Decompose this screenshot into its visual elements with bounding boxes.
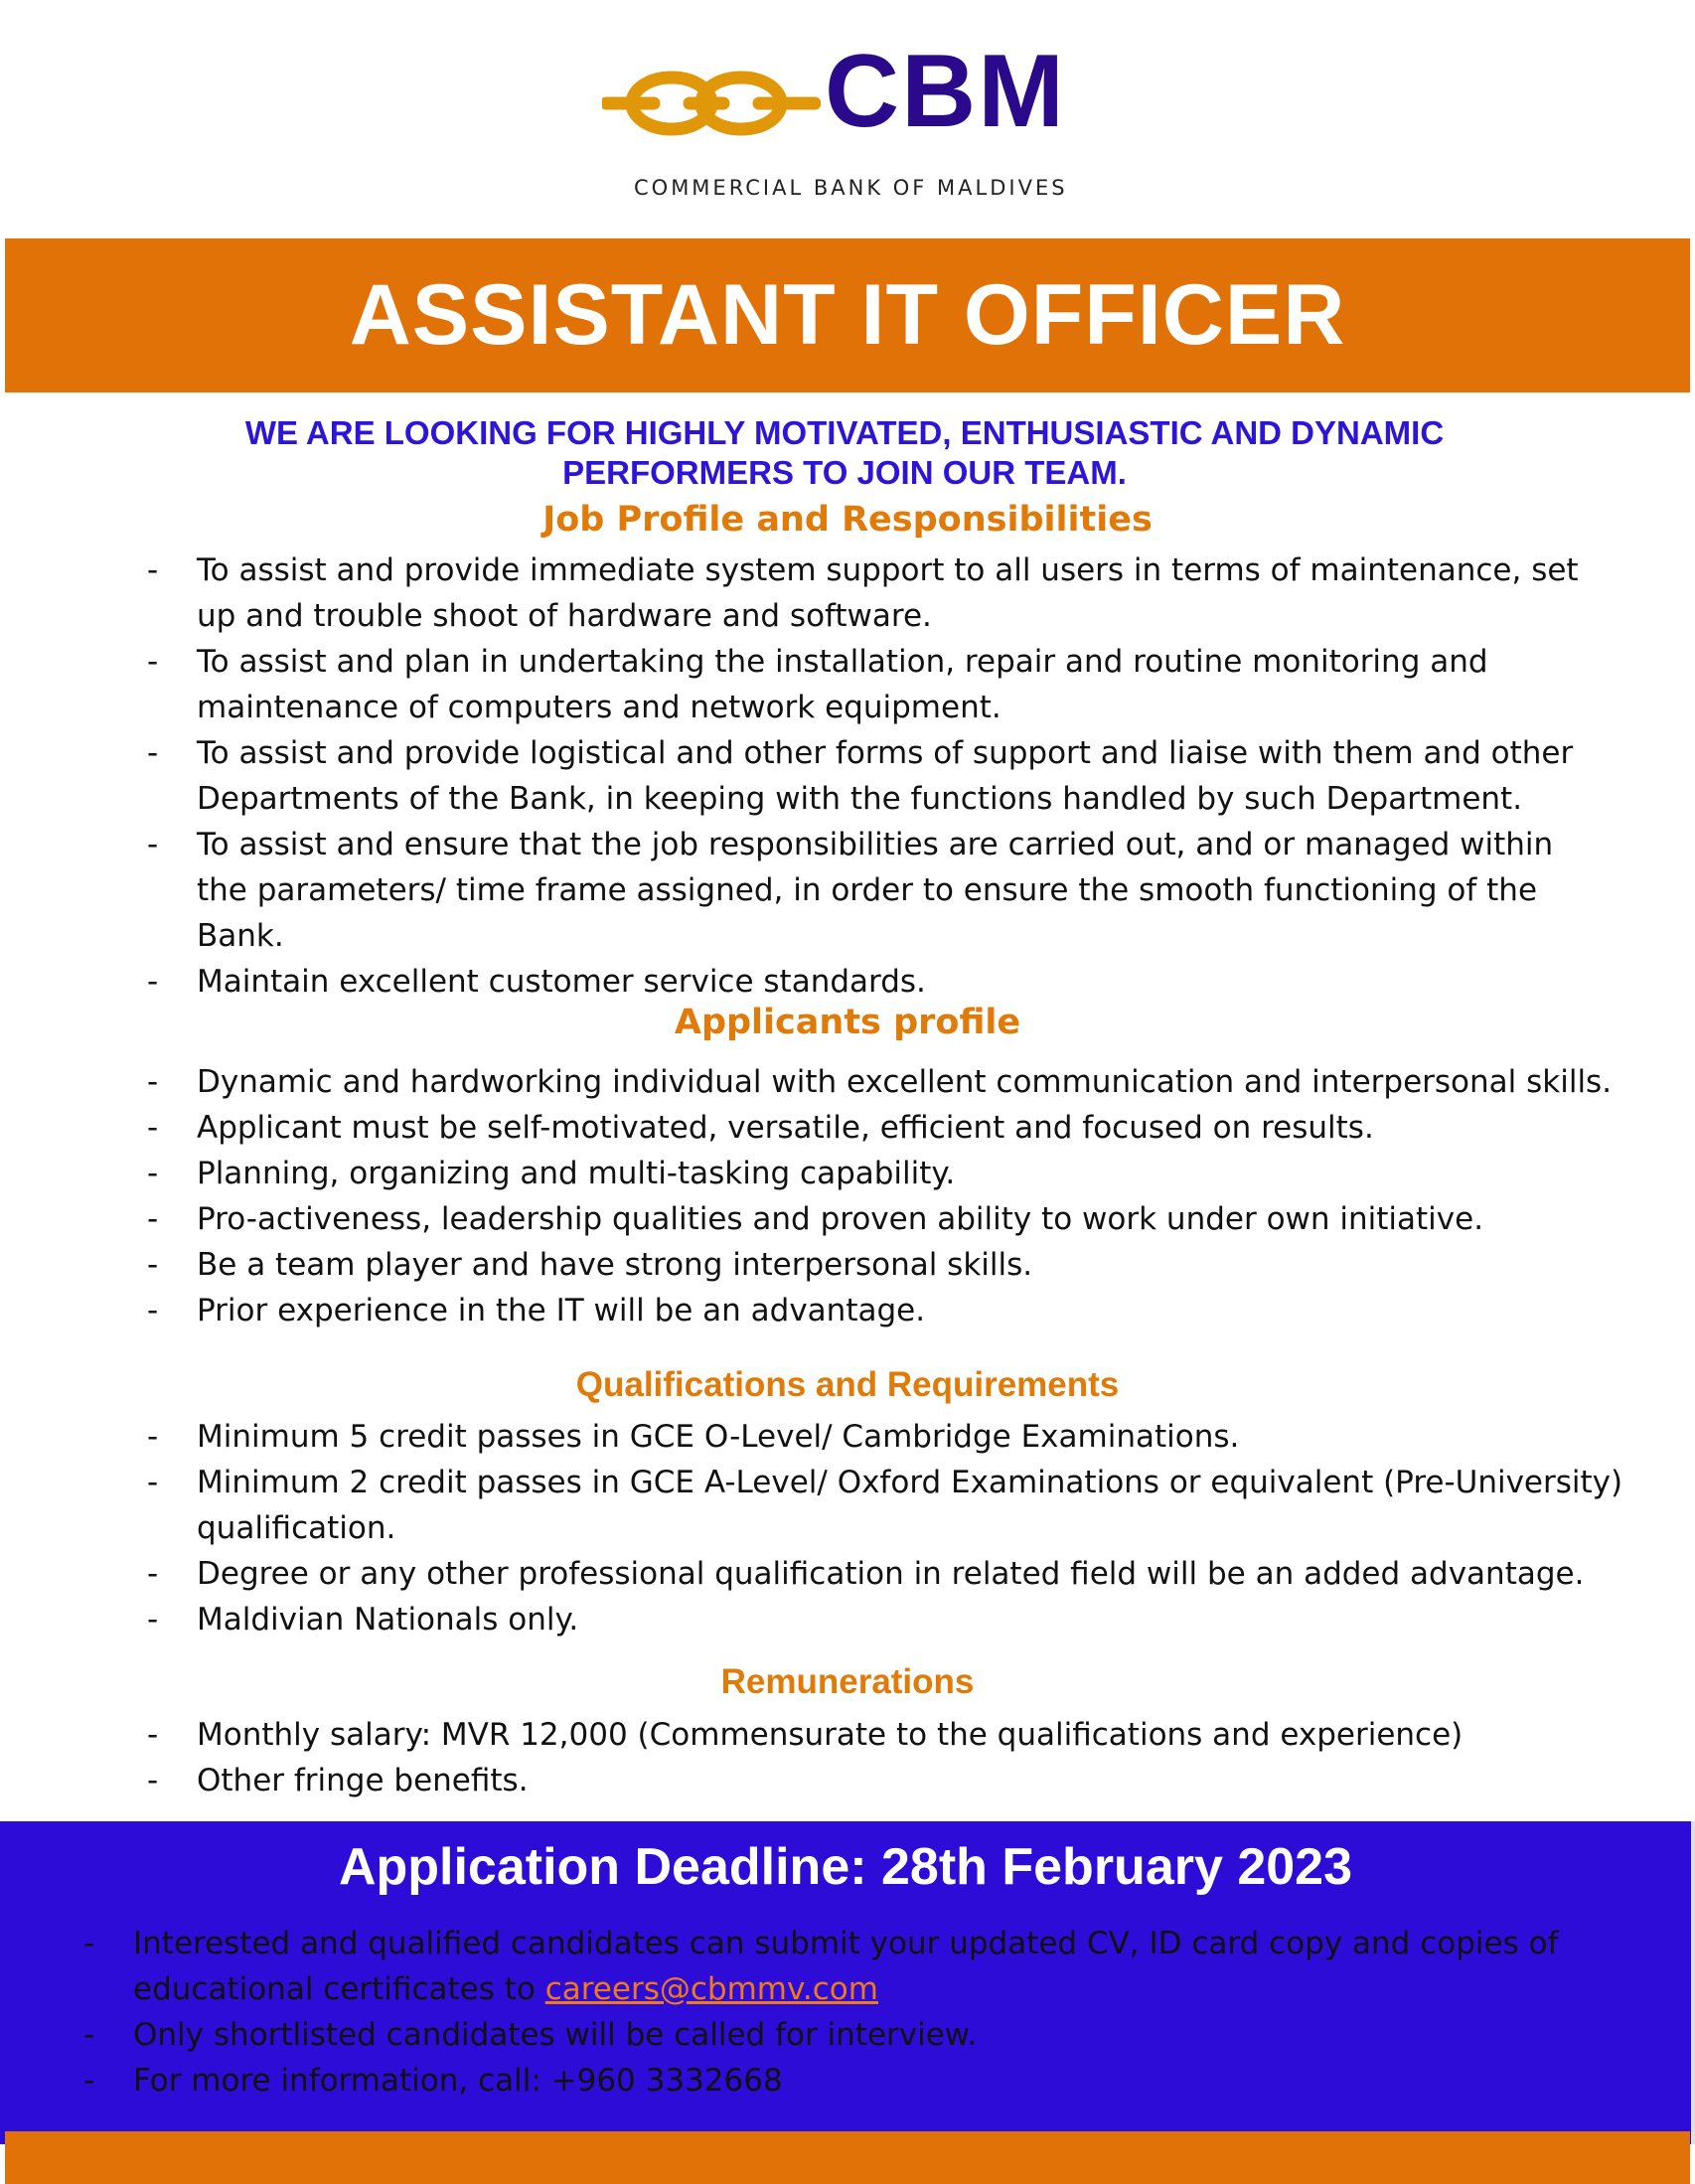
bullet-dash: - [147,1247,159,1283]
bullet-dash: - [147,552,159,588]
application-instructions-list [83,1921,1653,2104]
bullet-dash: - [147,1156,159,1191]
bullet-dash: - [147,1201,159,1237]
bullet-dash: - [83,1926,95,1961]
careers-email-link[interactable]: careers@cbmmv.com [544,1971,878,2007]
bullet-dash: - [147,1602,159,1638]
list-item: - Maldivian Nationals only. [147,1597,1677,1642]
list-item: - To assist and provide logistical and other forms of support and liaise with them and other Departments of the Bank, in keeping with the functions handled by such Department. [147,730,1608,822]
list-item: - Planning, organizing and multi-tasking capability. [147,1151,1667,1196]
bank-logo-name: CBM [825,34,1066,149]
remunerations-heading: Remunerations [720,1662,975,1701]
bullet-dash: - [147,827,159,862]
footer-strip [5,2131,1690,2184]
list-item: - To assist and plan in undertaking the installation, repair and routine monitoring and maintenance of computers and network equipment. [147,639,1608,730]
job-profile-list [147,547,1608,1005]
list-item: - Interested and qualified candidates can submit your updated CV, ID card copy and copies of educational certificates to careers@cbmmv.com [83,1921,1653,2012]
qualifications-list [147,1414,1677,1642]
tagline: WE ARE LOOKING FOR HIGHLY MOTIVATED, ENTHUSIASTIC AND DYNAMIC PERFORMERS TO JOIN OUR TEAM. [244,414,1445,491]
list-item: - Minimum 2 credit passes in GCE A-Level/ Oxford Examinations or equivalent (Pre-University) qualification. [147,1460,1677,1551]
applicants-profile-list [147,1059,1667,1333]
application-deadline-box [0,1821,1695,2144]
remunerations-list [147,1712,1637,1803]
bullet-dash: - [147,1465,159,1500]
bullet-dash: - [147,1419,159,1455]
list-item: - Other fringe benefits. [147,1758,1637,1803]
list-item: - Minimum 5 credit passes in GCE O-Level/ Cambridge Examinations. [147,1414,1677,1460]
list-item: - Only shortlisted candidates will be called for interview. [83,2012,1653,2058]
bullet-dash: - [147,735,159,771]
deadline-title: Application Deadline: 28th February 2023 [338,1838,1353,1896]
bullet-dash: - [83,2063,95,2099]
bank-logo-header [0,0,1695,234]
list-item: - Degree or any other professional qualification in related field will be an added advantage. [147,1551,1677,1597]
list-item: - Dynamic and hardworking individual with excellent communication and interpersonal skills. [147,1059,1667,1105]
list-item: - Prior experience in the IT will be an advantage. [147,1288,1667,1333]
bank-logo-subtitle: COMMERCIAL BANK OF MALDIVES [634,176,1068,200]
job-title: ASSISTANT IT OFFICER [349,267,1346,363]
job-title-banner [5,238,1690,392]
bullet-dash: - [147,1717,159,1753]
list-item: - Applicant must be self-motivated, versatile, efficient and focused on results. [147,1105,1667,1151]
job-profile-heading: Job Profile and Responsibilities [542,500,1153,540]
bullet-dash: - [83,2017,95,2053]
list-item: - For more information, call: +960 3332668 [83,2058,1653,2104]
list-item: - Be a team player and have strong interpersonal skills. [147,1242,1667,1288]
qualifications-heading: Qualifications and Requirements [575,1365,1120,1404]
bullet-dash: - [147,1110,159,1146]
bullet-dash: - [147,1293,159,1328]
list-item: - Monthly salary: MVR 12,000 (Commensurate to the qualifications and experience) [147,1712,1637,1758]
list-item: - To assist and provide immediate system support to all users in terms of maintenance, set up and trouble shoot of hardware and software. [147,547,1608,639]
cbm-knot-logo-icon [602,58,821,147]
list-item: - Pro-activeness, leadership qualities and proven ability to work under own initiative. [147,1196,1667,1242]
list-item: - To assist and ensure that the job responsibilities are carried out, and or managed within the parameters/ time frame assigned, in order to ensure the smooth functioning of the Bank. [147,822,1608,959]
bullet-dash: - [147,644,159,680]
bullet-dash: - [147,1556,159,1592]
bullet-dash: - [147,964,159,1000]
bullet-dash: - [147,1763,159,1798]
list-item: - Maintain excellent customer service standards. [147,959,1608,1005]
bullet-dash: - [147,1064,159,1100]
applicants-profile-heading: Applicants profile [674,1003,1021,1042]
